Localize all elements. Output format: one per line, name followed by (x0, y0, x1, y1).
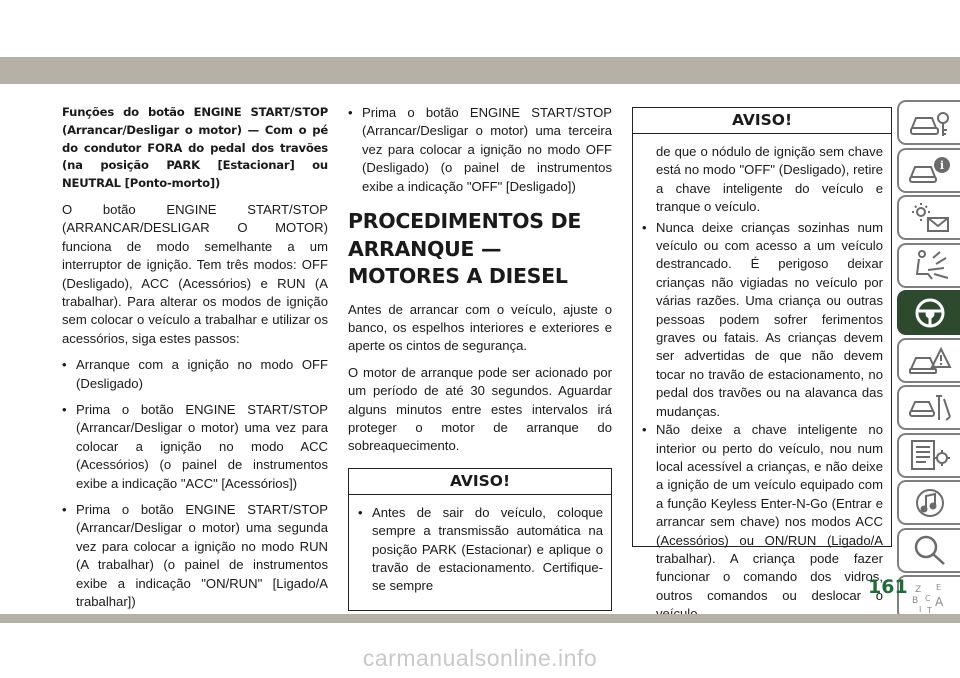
watermark-text: carmanualsonline.info (362, 645, 598, 671)
list-item: • Prima o botão ENGINE START/STOP (Arrancar/Desligar o motor) uma segunda vez para colocar a ignição no modo RUN (A trabalhar) (o painel de instrumentos exibe a indicação "ON/RUN" [Ligado/A trabalhar]) (62, 501, 328, 611)
side-tab-strip (897, 100, 960, 623)
svg-text:C: C (924, 593, 931, 603)
airbag-seat-safety-icon (908, 248, 952, 282)
svg-text:I: I (918, 604, 921, 614)
section-heading: PROCEDIMENTOS DE ARRANQUE — MOTORES A DIESEL (348, 209, 582, 289)
tab-servicing-maintenance[interactable] (897, 385, 960, 430)
warning-list-item: • Antes de sair do veículo, coloque sempre a transmissão automática na posição PARK (Estacionar) e aplique o travão de estacionamento. Certifique-se sempre (358, 504, 603, 596)
list-item: • Prima o botão ENGINE START/STOP (Arrancar/Desligar o motor) uma vez para colocar a ignição no modo ACC (Acessórios) (o painel de instrumentos exibe a indicação "ACC" [Acessórios]) (62, 401, 328, 493)
steering-wheel-icon (908, 296, 952, 330)
svg-text:E: E (935, 582, 941, 592)
warning-list-item: • Nunca deixe crianças sozinhas num veículo ou com acesso a um veículo destrancado. É perigoso deixar crianças não vigiadas no veículo por várias razões. Uma criança ou outras pessoas podem sofrer ferimentos graves ou fatais. As crianças devem ser advertidas de que não devem tocar no travão de estacionamento, no pedal dos travões ou na alavanca das mudanças. (642, 219, 883, 421)
steps-list (62, 356, 328, 611)
tab-multimedia[interactable] (897, 480, 960, 525)
column-left (62, 104, 328, 620)
car-keys-icon (908, 106, 952, 140)
svg-text:A: A (934, 594, 943, 609)
subheading-engine-start-stop: Funções do botão ENGINE START/STOP (Arrancar/Desligar o motor) — Com o pé do condutor FORA do pedal dos travões (na posição PARK [Estacionar] ou NEUTRAL [Ponto-morto]) (62, 105, 328, 191)
top-gray-bar (0, 57, 960, 84)
svg-text:Z: Z (914, 584, 921, 595)
car-info-icon (908, 153, 952, 187)
tab-vehicle-info[interactable] (897, 148, 960, 193)
list-item: • Prima o botão ENGINE START/STOP (Arrancar/Desligar o motor) uma terceira vez para colocar a ignição no modo OFF (Desligado) (o painel de instrumentos exibe a indicação "OFF" [Desligado]) (348, 104, 612, 196)
hazard-triangle-car-icon (908, 343, 952, 377)
column-middle (348, 104, 612, 611)
car-wrench-service-icon (908, 391, 952, 425)
tab-index[interactable] (897, 528, 960, 573)
warning-continuation: de que o nódulo de ignição sem chave está no modo "OFF" (Desligado), retire a chave inteligente do veículo e tranque o veículo. (656, 144, 883, 215)
tab-in-case-of-emergency[interactable] (897, 338, 960, 383)
multimedia-music-icon (908, 486, 952, 520)
list-item: • Arranque com a ignição no modo OFF (Desligado) (62, 356, 328, 393)
intro-paragraph: O botão ENGINE START/STOP (ARRANCAR/DESLIGAR O MOTOR) funciona de modo semelhante a um interruptor de ignição. Tem três modos: OFF (Desligado), ACC (Acessórios) e RUN (A trabalhar). Para alterar os modos de ignição sem colocar o veículo a trabalhar e utilizar os acessórios, siga estes passos: (62, 201, 328, 346)
bottom-gray-bar (0, 614, 960, 623)
warning-title: AVISO! (633, 108, 891, 134)
warning-body (633, 134, 891, 630)
specifications-list-icon (908, 438, 952, 472)
top-band (0, 0, 960, 87)
tab-starting-operating[interactable] (897, 290, 960, 335)
paragraph-starter-motor: O motor de arranque pode ser acionado por um período de até 30 segundos. Aguardar alguns minutos entre estes intervalos irá proteger o motor de arranque do sobreaquecimento. (348, 364, 612, 454)
warning-lights-message-icon (908, 201, 952, 235)
warning-body (349, 495, 611, 610)
tab-technical-specifications[interactable] (897, 433, 960, 478)
page-number: 161 (868, 576, 908, 598)
warning-list-item: • Não deixe a chave inteligente no interior ou perto do veículo, nou num local acessível a crianças, e não deixe a ignição de um veículo equipado com a função Keyless Enter-N-Go (Entrar e arrancar sem chave) nos modos ACC (Acessórios) ou ON/RUN (Ligado/A trabalhar). A criança pode fazer funcionar o comando dos vidros, outros comandos ou deslocar o (642, 421, 883, 623)
svg-text:i: i (939, 159, 944, 172)
svg-text:B: B (911, 595, 918, 606)
svg-text:T: T (926, 605, 932, 615)
tab-safety[interactable] (897, 243, 960, 288)
paragraph-adjust-seat: Antes de arrancar com o veículo, ajuste o banco, os espelhos interiores e exteriores e aperte os cintos de segurança. (348, 301, 612, 354)
warning-title: AVISO! (349, 469, 611, 495)
warning-box (348, 468, 612, 611)
language-letters-icon (908, 581, 952, 615)
steps-list-continued (348, 104, 612, 196)
tab-getting-to-know[interactable] (897, 100, 960, 145)
tab-warning-lights[interactable] (897, 195, 960, 240)
index-search-icon (908, 533, 952, 567)
